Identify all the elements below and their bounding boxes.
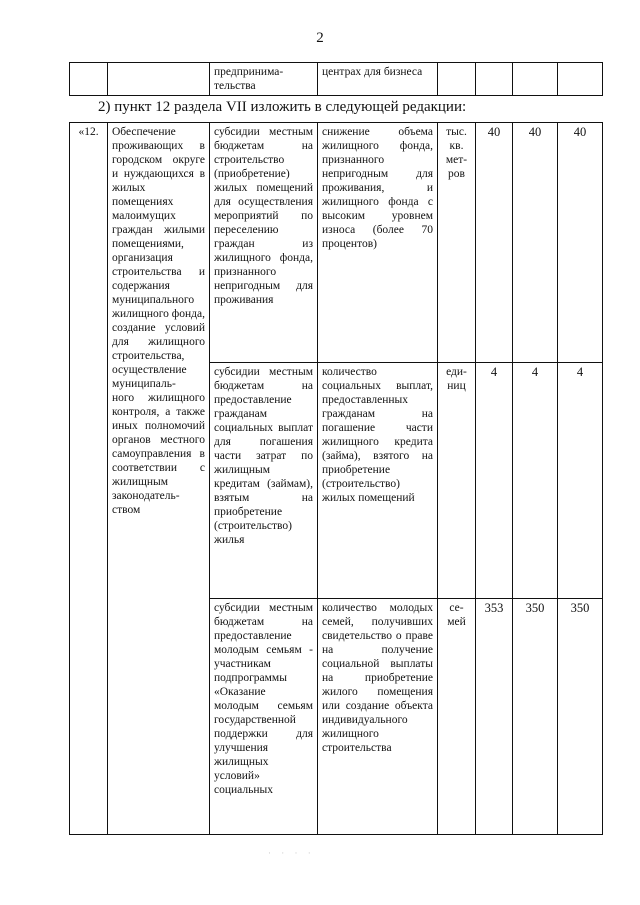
page-number: 2 [316,30,324,46]
amendment-table [69,122,603,835]
item-number: «12. [70,123,108,835]
row-1-unit: тыс. кв. мет- ров [438,123,476,363]
item-description: Обеспечение проживающих в городском округе и нуждающихся в жилых помещениях малоимущих граждан жилыми помещениями, организация строительства и содержания муниципального жилищного фонда, создание условий для жилищного строительства, осуществление муниципаль- ного жилищного контроля, а также иных полномочий органов местного самоуправления в соответствии с жилищным законодатель- ством [108,123,210,835]
row-3-indicator: количество молодых семей, получивших свидетельство о праве на получение социальной выплаты на приобретение жилого помещения или создание объекта индивидуального жилищного строительства [318,599,438,835]
cell-value-1 [476,63,513,96]
table-row [70,63,603,96]
row-2-value-1: 4 [476,363,513,599]
continued-table-row [69,62,603,96]
cell-description [108,63,210,96]
cell-indicator: центрах для бизнеса [318,63,438,96]
row-2-value-3: 4 [558,363,603,599]
cell-value-3 [558,63,603,96]
row-3-measure: субсидии местным бюджетам на предоставление молодым семьям - участникам подпрограммы «Оказание молодым семьям государственной поддержки для улучшения жилищных условий» социальных [210,599,318,835]
row-2-indicator: количество социальных выплат, предоставленных гражданам на погашение части жилищного кредита (займа), взятого на приобретение (строительство) жилых помещений [318,363,438,599]
table-row [70,123,603,363]
cell-number [70,63,108,96]
row-1-indicator: снижение объема жилищного фонда, признанного непригодным для проживания, и жилищного фонда с высоким уровнем износа (более 70 процентов) [318,123,438,363]
row-2-unit: еди- ниц [438,363,476,599]
row-3-value-3: 350 [558,599,603,835]
row-1-value-1: 40 [476,123,513,363]
row-2-measure: субсидии местным бюджетам на предоставление гражданам социальных выплат для погашения части затрат по жилищным кредитам (займам), взятым на приобретение (строительство) жилья [210,363,318,599]
row-3-unit: се- мей [438,599,476,835]
row-2-value-2: 4 [513,363,558,599]
cell-measure: предпринима- тельства [210,63,318,96]
cell-unit [438,63,476,96]
row-1-value-3: 40 [558,123,603,363]
row-3-value-1: 353 [476,599,513,835]
row-1-value-2: 40 [513,123,558,363]
faint-stamp-mark: · · · · [268,848,315,858]
cell-value-2 [513,63,558,96]
row-3-value-2: 350 [513,599,558,835]
amendment-instruction: 2) пункт 12 раздела VII изложить в следующей редакции: [98,99,467,115]
row-1-measure: субсидии местным бюджетам на строительство (приобретение) жилых помещений для осуществления мероприятий по переселению граждан из жилищного фонда, признанного непригодным для проживания [210,123,318,363]
